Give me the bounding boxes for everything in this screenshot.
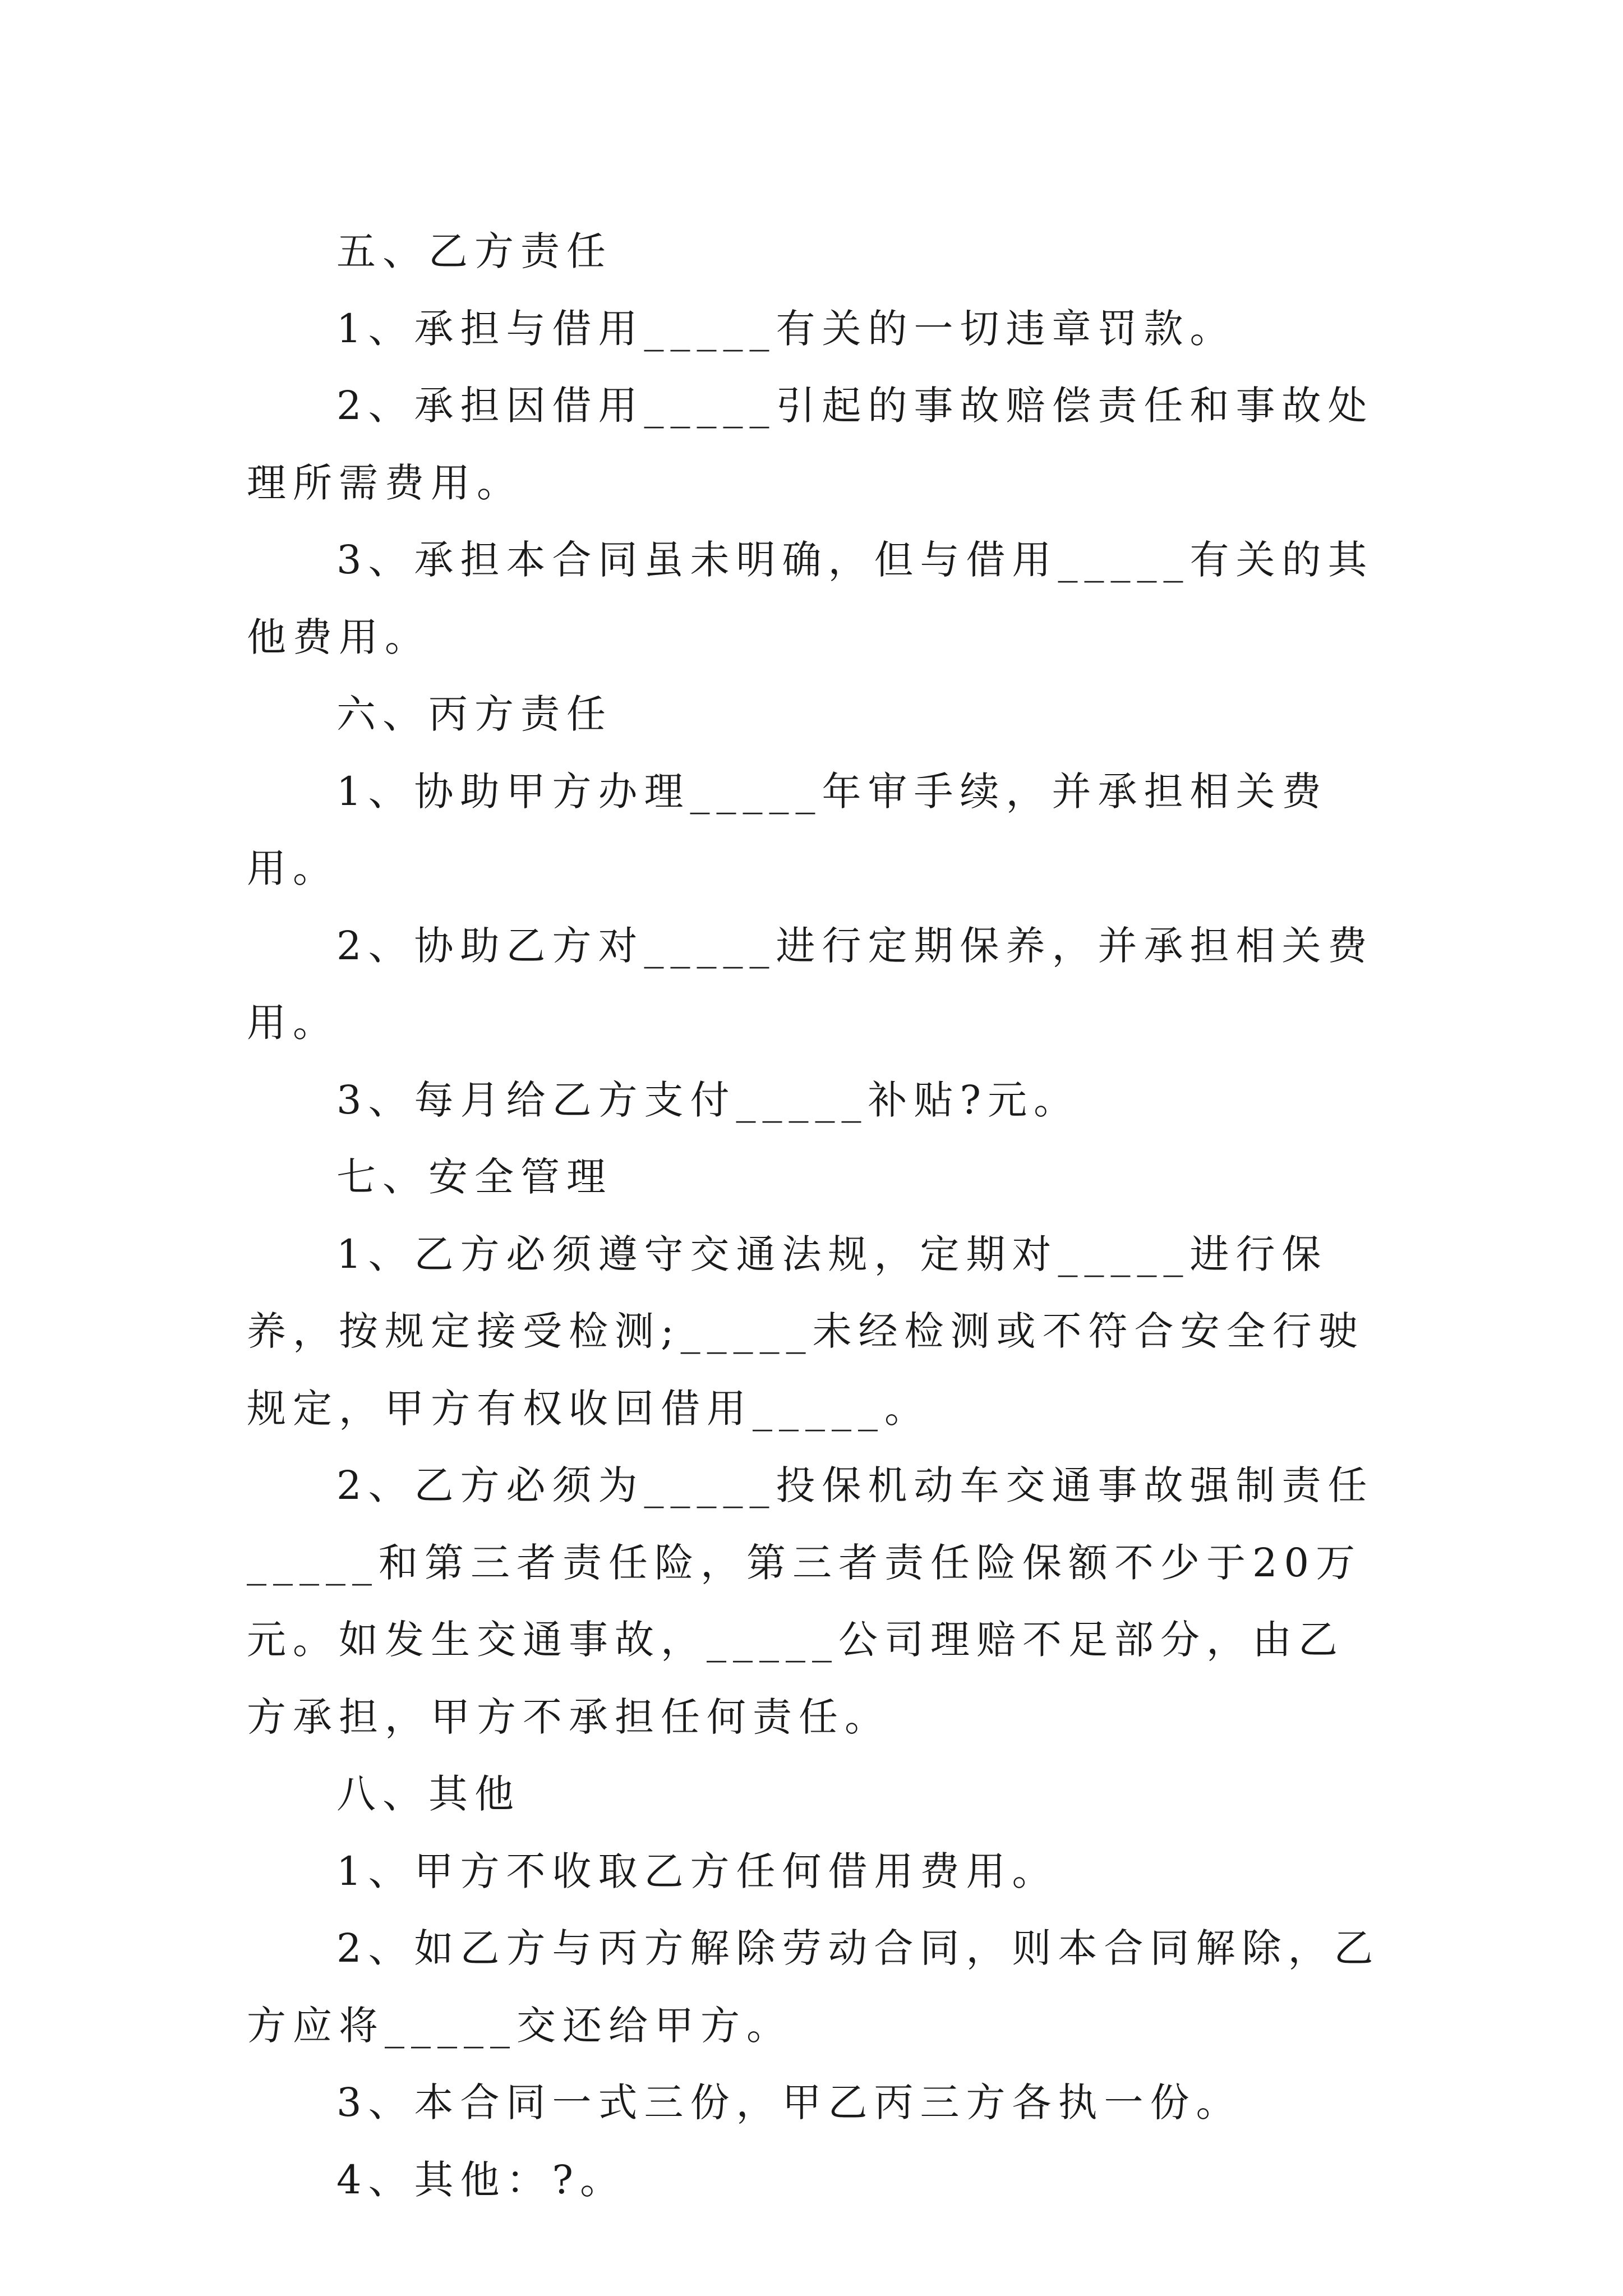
paragraph-7-1: 1、乙方必须遵守交通法规，定期对_____进行保养，按规定接受检测;_____未经检测或不符合安全行驶规定，甲方有权收回借用_____。: [247, 1231, 1364, 1432]
section-heading-5: 五、乙方责任: [336, 228, 612, 274]
section-heading-6: 六、丙方责任: [336, 691, 612, 737]
document-body: [247, 213, 1385, 2219]
section-heading-8: 八、其他: [336, 1771, 520, 1817]
paragraph-8-1: 1、甲方不收取乙方任何借用费用。: [336, 1848, 1058, 1894]
paragraph-6-3: 3、每月给乙方支付_____补贴?元。: [336, 1076, 1080, 1123]
paragraph-7-2: 2、乙方必须为_____投保机动车交通事故强制责任_____和第三者责任险，第三者责任险保额不少于20万元。如发生交通事故，_____公司理赔不足部分，由乙方承担，甲方不承担任何责任。: [247, 1462, 1374, 1740]
paragraph-8-3: 3、本合同一式三份，甲乙丙三方各执一份。: [336, 2079, 1242, 2125]
paragraph-6-2: 2、协助乙方对_____进行定期保养，并承担相关费用。: [247, 922, 1374, 1046]
paragraph-5-1: 1、承担与借用_____有关的一切违章罚款。: [336, 305, 1236, 352]
paragraph-5-2: 2、承担因借用_____引起的事故赔偿责任和事故处理所需费用。: [247, 383, 1374, 506]
paragraph-5-3: 3、承担本合同虽未明确，但与借用_____有关的其他费用。: [247, 537, 1374, 660]
paragraph-8-4: 4、其他：?。: [336, 2156, 626, 2203]
section-heading-7: 七、安全管理: [336, 1154, 612, 1200]
paragraph-8-2: 2、如乙方与丙方解除劳动合同，则本合同解除，乙方应将_____交还给甲方。: [247, 1925, 1380, 2049]
paragraph-6-1: 1、协助甲方办理_____年审手续，并承担相关费用。: [247, 768, 1328, 891]
